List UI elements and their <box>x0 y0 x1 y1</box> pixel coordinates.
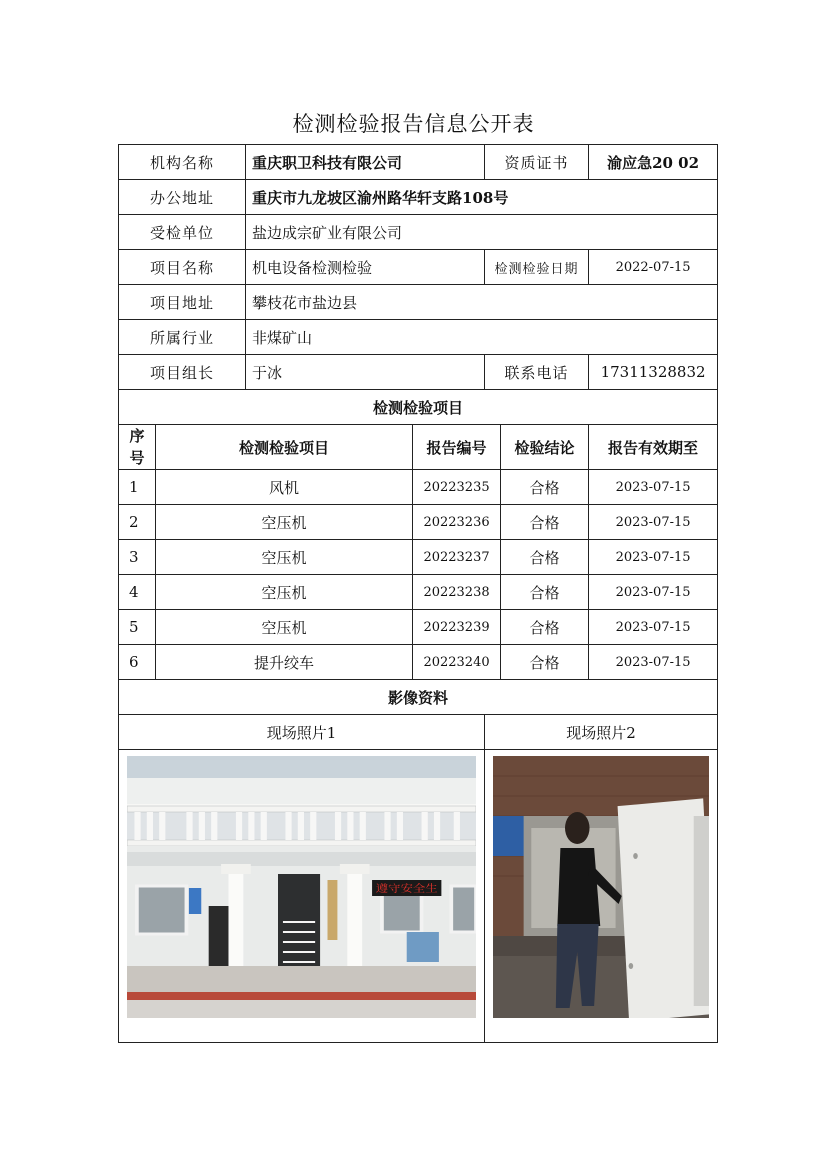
col-header-result: 检验结论 <box>501 425 589 470</box>
col-header-seq: 序号 <box>119 425 156 470</box>
photo1-cell <box>119 750 485 1043</box>
table-row <box>119 575 718 610</box>
row-valid: 2023-07-15 <box>589 575 718 610</box>
leader-label: 项目组长 <box>119 355 246 390</box>
row-seq: 6 <box>119 645 156 680</box>
row-report-no: 20223238 <box>413 575 501 610</box>
row-item: 空压机 <box>156 505 413 540</box>
items-section-row <box>119 390 718 425</box>
col-header-valid: 报告有效期至 <box>589 425 718 470</box>
photo1-sign-text: 遵守安全生 <box>375 883 438 895</box>
col-header-item: 检测检验项目 <box>156 425 413 470</box>
images-section-title: 影像资料 <box>119 680 718 715</box>
proj-label: 项目名称 <box>119 250 246 285</box>
row-result: 合格 <box>501 575 589 610</box>
unit-label: 受检单位 <box>119 215 246 250</box>
addr-row <box>119 180 718 215</box>
table-row <box>119 505 718 540</box>
phone-value: 17311328832 <box>589 355 718 390</box>
org-label: 机构名称 <box>119 145 246 180</box>
items-section-title: 检测检验项目 <box>119 390 718 425</box>
row-valid: 2023-07-15 <box>589 470 718 505</box>
org-row <box>119 145 718 180</box>
org-value: 重庆职卫科技有限公司 <box>246 145 485 180</box>
row-valid: 2023-07-15 <box>589 505 718 540</box>
site-photo-2 <box>493 756 709 1018</box>
report-info-table <box>118 144 718 1043</box>
photo-row <box>119 750 718 1043</box>
row-result: 合格 <box>501 505 589 540</box>
table-row <box>119 470 718 505</box>
photo2-label: 现场照片2 <box>485 715 718 750</box>
row-seq: 5 <box>119 610 156 645</box>
proj-value: 机电设备检测检验 <box>246 250 485 285</box>
row-item: 空压机 <box>156 540 413 575</box>
row-result: 合格 <box>501 470 589 505</box>
date-value: 2022-07-15 <box>589 250 718 285</box>
photo2-cell <box>485 750 718 1043</box>
items-header-row <box>119 425 718 470</box>
leader-value: 于冰 <box>246 355 485 390</box>
proj-row <box>119 250 718 285</box>
row-seq: 4 <box>119 575 156 610</box>
row-result: 合格 <box>501 645 589 680</box>
table-row <box>119 645 718 680</box>
site-row <box>119 285 718 320</box>
industry-value: 非煤矿山 <box>246 320 718 355</box>
row-item: 提升绞车 <box>156 645 413 680</box>
unit-value: 盐边成宗矿业有限公司 <box>246 215 718 250</box>
table-row <box>119 610 718 645</box>
addr-value: 重庆市九龙坡区渝州路华轩支路108号 <box>246 180 718 215</box>
date-label: 检测检验日期 <box>485 250 589 285</box>
site-photo-1 <box>127 756 476 1018</box>
row-report-no: 20223236 <box>413 505 501 540</box>
leader-row <box>119 355 718 390</box>
row-seq: 2 <box>119 505 156 540</box>
photo-label-row <box>119 715 718 750</box>
row-report-no: 20223235 <box>413 470 501 505</box>
cert-label: 资质证书 <box>485 145 589 180</box>
unit-row <box>119 215 718 250</box>
row-valid: 2023-07-15 <box>589 540 718 575</box>
row-result: 合格 <box>501 610 589 645</box>
photo1-label: 现场照片1 <box>119 715 485 750</box>
row-result: 合格 <box>501 540 589 575</box>
addr-label: 办公地址 <box>119 180 246 215</box>
row-valid: 2023-07-15 <box>589 645 718 680</box>
industry-row <box>119 320 718 355</box>
row-seq: 3 <box>119 540 156 575</box>
col-header-report-no: 报告编号 <box>413 425 501 470</box>
row-report-no: 20223239 <box>413 610 501 645</box>
cert-value: 渝应急20 02 <box>589 145 718 180</box>
row-valid: 2023-07-15 <box>589 610 718 645</box>
site-value: 攀枝花市盐边县 <box>246 285 718 320</box>
row-item: 风机 <box>156 470 413 505</box>
row-report-no: 20223240 <box>413 645 501 680</box>
page-title: 检测检验报告信息公开表 <box>292 112 535 136</box>
industry-label: 所属行业 <box>119 320 246 355</box>
row-item: 空压机 <box>156 610 413 645</box>
row-item: 空压机 <box>156 575 413 610</box>
images-section-row <box>119 680 718 715</box>
phone-label: 联系电话 <box>485 355 589 390</box>
site-label: 项目地址 <box>119 285 246 320</box>
table-row <box>119 540 718 575</box>
row-seq: 1 <box>119 470 156 505</box>
row-report-no: 20223237 <box>413 540 501 575</box>
